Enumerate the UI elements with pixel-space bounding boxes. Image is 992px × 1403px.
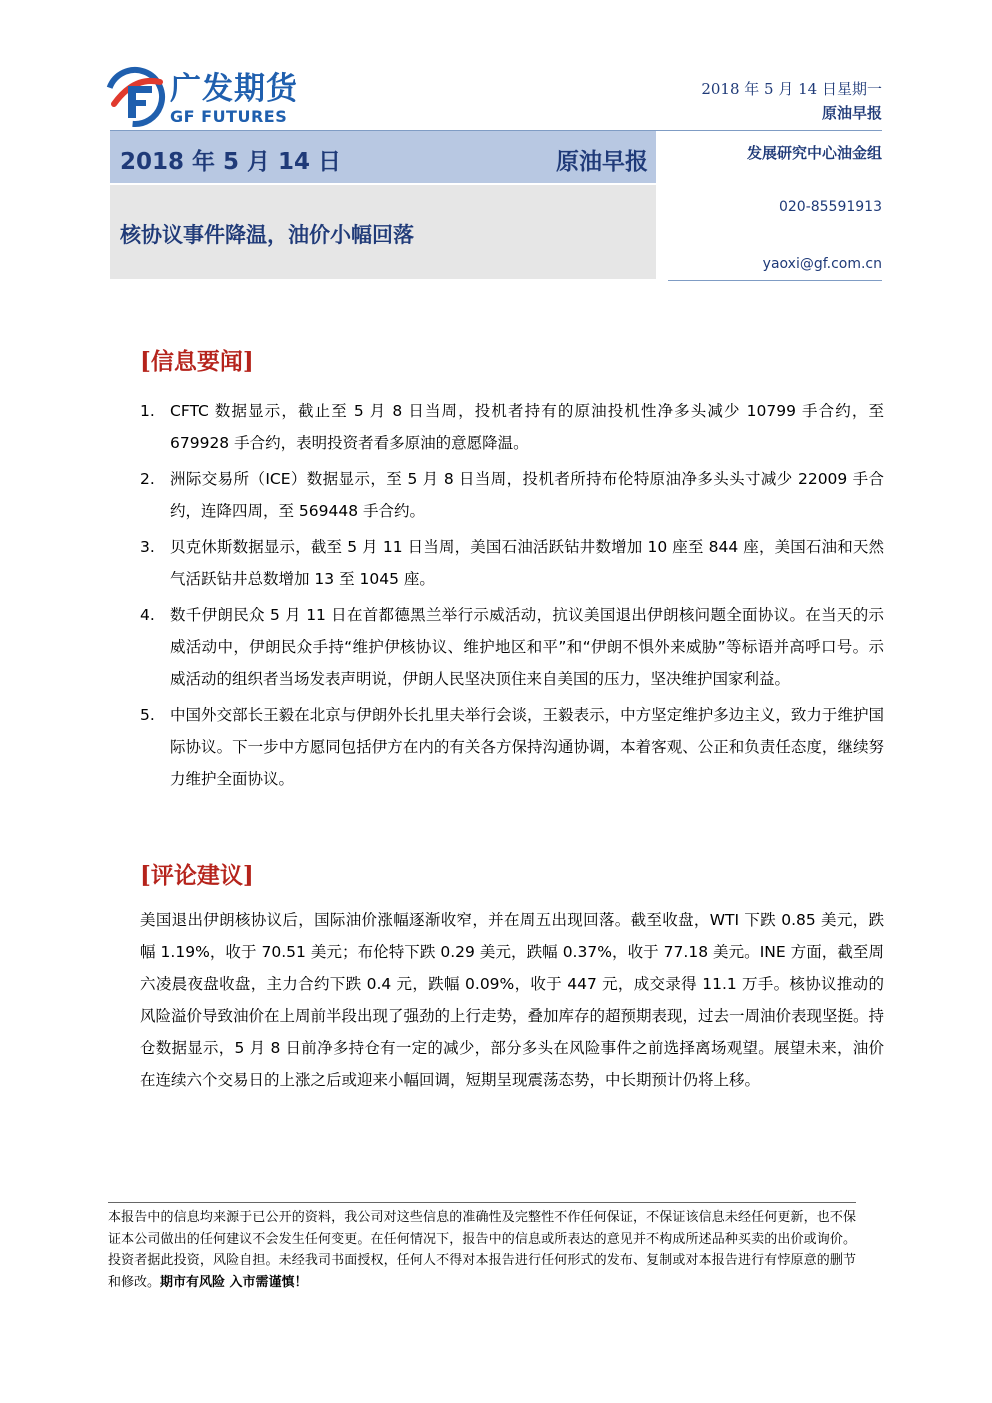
- commentary-heading: [评论建议]: [140, 862, 254, 889]
- list-item-number: 1.: [140, 402, 155, 420]
- news-list: [140, 395, 884, 799]
- list-item-text: CFTC 数据显示，截止至 5 月 8 日当周，投机者持有的原油投机性净多头减少 10799 手合约，至 679928 手合约，表明投资者看多原油的意愿降温。: [170, 402, 884, 452]
- contact-email[interactable]: yaoxi@gf.com.cn: [762, 256, 882, 272]
- list-item: [140, 395, 884, 459]
- report-headline: 核协议事件降温，油价小幅回落: [120, 222, 414, 247]
- logo-name-cn: 广发期货: [170, 71, 298, 107]
- banner-date: 2018 年 5 月 14 日: [120, 149, 342, 175]
- news-heading: [信息要闻]: [140, 348, 254, 375]
- list-item-number: 5.: [140, 706, 155, 724]
- list-item-number: 3.: [140, 538, 155, 556]
- disclaimer: [108, 1202, 856, 1293]
- company-logo: [104, 66, 364, 130]
- contact-phone: 020-85591913: [778, 199, 882, 215]
- headline-box: [110, 185, 656, 279]
- list-item-number: 4.: [140, 606, 155, 624]
- gf-logo-icon: [104, 66, 166, 128]
- list-item: [140, 699, 884, 795]
- list-item-text: 贝克休斯数据显示，截至 5 月 11 日当周，美国石油活跃钻井数增加 10 座至 844 座，美国石油和天然气活跃钻井总数增加 13 至 1045 座。: [170, 538, 884, 588]
- list-item-text: 洲际交易所（ICE）数据显示，至 5 月 8 日当周，投机者所持布伦特原油净多头头寸减少 22009 手合约，连降四周，至 569448 手合约。: [170, 470, 884, 520]
- banner-report-type: 原油早报: [556, 148, 648, 175]
- contact-department: 发展研究中心油金组: [746, 144, 882, 162]
- list-item-number: 2.: [140, 470, 155, 488]
- header-date: 2018 年 5 月 14 日星期一: [701, 80, 882, 98]
- commentary-text: 美国退出伊朗核协议后，国际油价涨幅逐渐收窄，并在周五出现回落。截至收盘，WTI 下跌 0.85 美元，跌幅 1.19%，收于 70.51 美元；布伦特下跌 0.29 美元，跌幅 0.37%，收于 77.18 美元。INE 方面，截至周六凌晨夜盘收盘，主力合约下跌 0.4 元，跌幅 0.09%，收于 447 元，成交录得 11.1 万手。核协议推动的风险溢价导致油价在上周前半段出现了强劲的上行走势，叠加库存的超预期表现，过去一周油价表现坚挺。持仓数据显示，5 月 8 日前净多持仓有一定的减少，部分多头在风险事件之前选择离场观望。展望未来，油价在连续六个交易日的上涨之后或迎来小幅回调，短期呈现震荡态势，中长期预计仍将上移。: [140, 911, 885, 1089]
- report-banner: [110, 131, 656, 183]
- risk-warning: 期市有风险 入市需谨慎！: [160, 1274, 308, 1290]
- list-item-text: 中国外交部长王毅在北京与伊朗外长扎里夫举行会谈，王毅表示，中方坚定维护多边主义，致力于维护国际协议。下一步中方愿同包括伊方在内的有关各方保持沟通协调，本着客观、公正和负责任态度，继续努力维护全面协议。: [170, 706, 884, 788]
- list-item-text: 数千伊朗民众 5 月 11 日在首都德黑兰举行示威活动，抗议美国退出伊朗核问题全面协议。在当天的示威活动中，伊朗民众手持“维护伊核协议、维护地区和平”和“伊朗不惧外来威胁”等标语并高呼口号。示威活动的组织者当场发表声明说，伊朗人民坚决顶住来自美国的压力，坚决维护国家利益。: [170, 606, 884, 688]
- disclaimer-text: 本报告中的信息均来源于已公开的资料，我公司对这些信息的准确性及完整性不作任何保证，不保证该信息未经任何更新，也不保证本公司做出的任何建议不会发生任何变更。在任何情况下，报告中的信息或所表达的意见并不构成所述品种买卖的出价或询价。投资者据此投资，风险自担。未经我司书面授权，任何人不得对本报告进行任何形式的发布、复制或对本报告进行有悖原意的删节和修改。: [108, 1210, 856, 1290]
- header-report-type: 原油早报: [821, 104, 882, 122]
- logo-name-en: GF FUTURES: [170, 107, 288, 126]
- contact-divider: [668, 280, 882, 281]
- list-item: [140, 531, 884, 595]
- list-item: [140, 463, 884, 527]
- list-item: [140, 599, 884, 695]
